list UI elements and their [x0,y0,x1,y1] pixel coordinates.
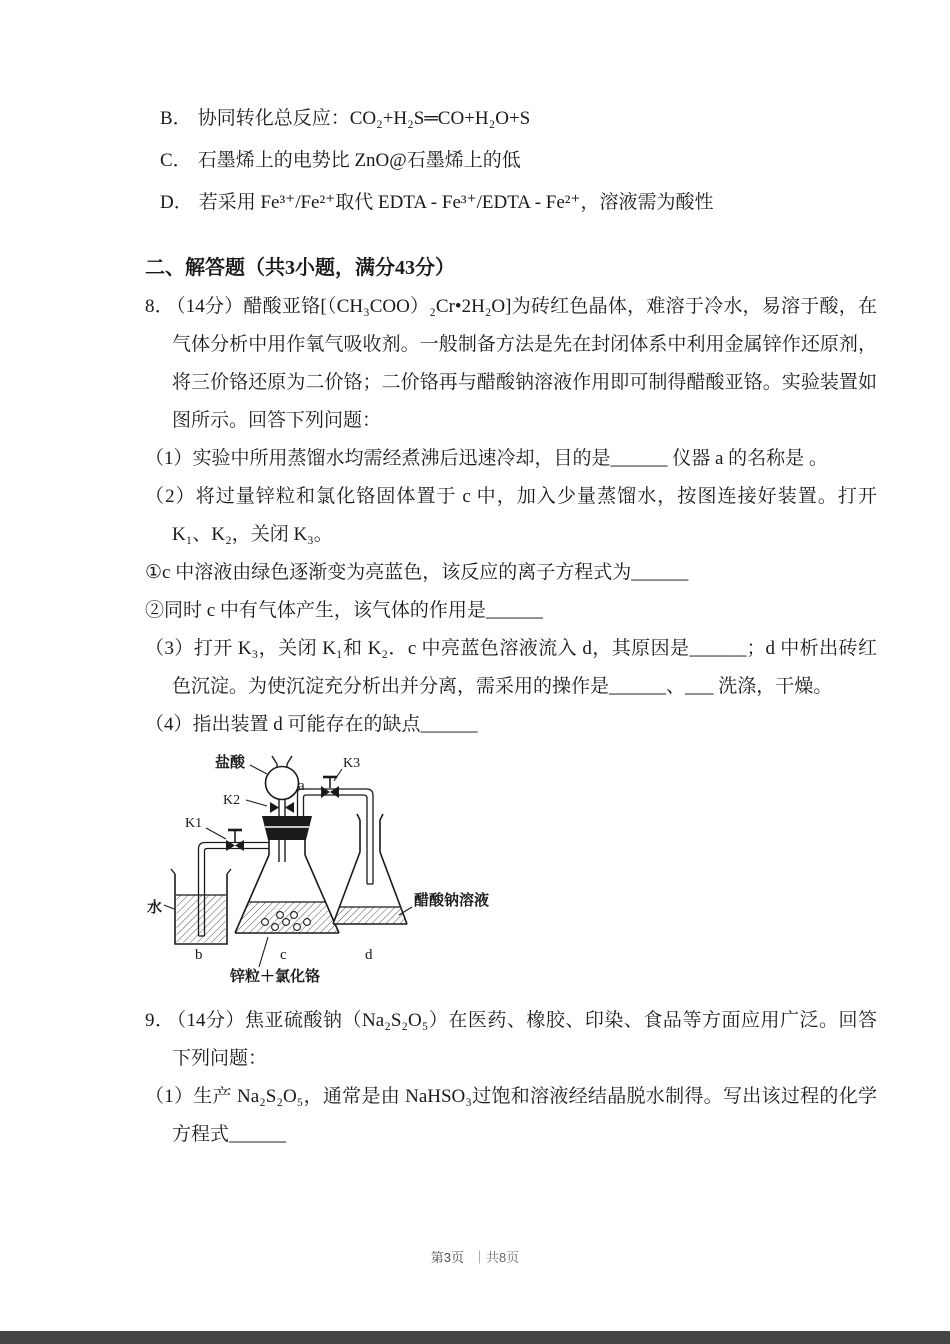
footer-page-number: 第3页 [430,1250,464,1265]
option-c-text: 石墨烯上的电势比 ZnO@石墨烯上的低 [197,150,521,171]
naac-label-group [399,891,489,915]
q9-part-1: （1）生产 Na₂S₂O₅，通常是由 NaHSO₃过饱和溶液经结晶脱水制得。写出该过程的化学方程式______ [145,1086,877,1145]
k2-pointer-line [246,800,267,806]
choice-options [145,98,877,224]
flask-c [235,840,339,933]
acid-label-group [215,753,267,774]
question-8-text: （14分）醋酸亚铬[（CH₃COO）₂Cr•2H₂O]为砖红色晶体，难溶于冷水，易溶于酸，在气体分析中用作氧气吸收剂。一般制备方法是先在封闭体系中利用金属锌作还原剂，将三价铬还原为二价铬；二价铬再与醋酸钠溶液作用即可制得醋酸亚铬。实验装置如图所示。回答下列问题： [172,296,877,431]
k1-valve-label: K1 [185,816,203,831]
k2-valve-label: K2 [223,793,241,808]
k3-label-group [334,756,360,781]
q8-part-2: （2）将过量锌粒和氯化铬固体置于 c 中，加入少量蒸馏水，按图连接好装置。打开 K₁、K₂，关闭 K₃。 [145,486,877,545]
option-b-label: B． [160,108,192,129]
page-content [145,98,877,1154]
stopcock-k1 [226,830,244,851]
k3-valve-label: K3 [343,756,361,771]
water-pointer-line [164,905,174,909]
q8-part-3: （3）打开 K₃，关闭 K₁和 K₂．c 中亮蓝色溶液流入 d，其原因是______；d 中析出砖红色沉淀。为使沉淀充分析出并分离，需采用的操作是______、___ 洗涤，干燥。 [145,638,877,697]
zinc-label-group [229,937,320,985]
sodium-acetate-label: 醋酸钠溶液 [414,893,490,909]
bottom-bar [0,1331,950,1344]
question-9-text: （14分）焦亚硫酸钠（Na₂S₂O₅）在医药、橡胶、印染、食品等方面应用广泛。回答下列问题： [172,1010,877,1069]
apparatus-figure [147,752,877,1002]
separating-funnel [266,756,299,817]
option-b-text: 协同转化总反应：CO₂+H₂S═CO+H₂O+S [197,108,531,129]
k2-label-group [223,793,267,808]
hydrochloric-acid-label: 盐酸 [215,755,246,771]
a-pointer-line [288,792,296,799]
footer-total-pages: ｜共8页 [473,1250,520,1265]
label-a: a [298,778,305,794]
page-footer [0,1247,950,1266]
q8-part-2-sub-2: ②同时 c 中有气体产生，该气体的作用是______ [145,600,543,621]
option-c [145,140,877,182]
option-d-text: 若采用 Fe³⁺/Fe²⁺取代 EDTA - Fe³⁺/EDTA - Fe²⁺，溶液需为酸性 [198,192,714,213]
flask-c-stopper [262,816,312,840]
zinc-pointer-line [259,937,268,967]
flask-d [333,814,407,924]
k1-pointer-line [206,828,226,839]
label-c: c [280,947,287,963]
zinc-chromium-label: 锌粒＋氯化铬 [229,969,321,985]
q8-part-4: （4）指出装置 d 可能存在的缺点______ [145,714,478,735]
option-d-label: D． [160,192,193,213]
beaker-b [171,869,231,944]
tube-k3 [298,789,374,884]
question-8-number: 8． [145,296,174,317]
apparatus-diagram [147,752,567,1002]
label-d: d [365,947,373,963]
section-header: 二、解答题（共3小题，满分43分） [145,257,455,279]
q8-part-1: （1）实验中所用蒸馏水均需经煮沸后迅速冷却，目的是______ 仪器 a 的名称是 。 [145,448,828,469]
question-9-stem [145,1002,877,1078]
water-label-group [147,899,174,916]
water-label: 水 [147,900,163,916]
stopcock-k2 [270,802,279,813]
k3-pointer-line [334,769,342,781]
question-8-stem [145,288,877,440]
option-c-label: C． [160,150,192,171]
q8-part-2-sub-1: ①c 中溶液由绿色逐渐变为亮蓝色，该反应的离子方程式为______ [145,562,689,583]
question-9-number: 9． [145,1010,175,1031]
label-b: b [195,947,203,963]
acid-pointer-line [250,765,267,774]
option-d [145,182,877,224]
k1-label-group [185,816,226,839]
option-b [145,98,877,140]
